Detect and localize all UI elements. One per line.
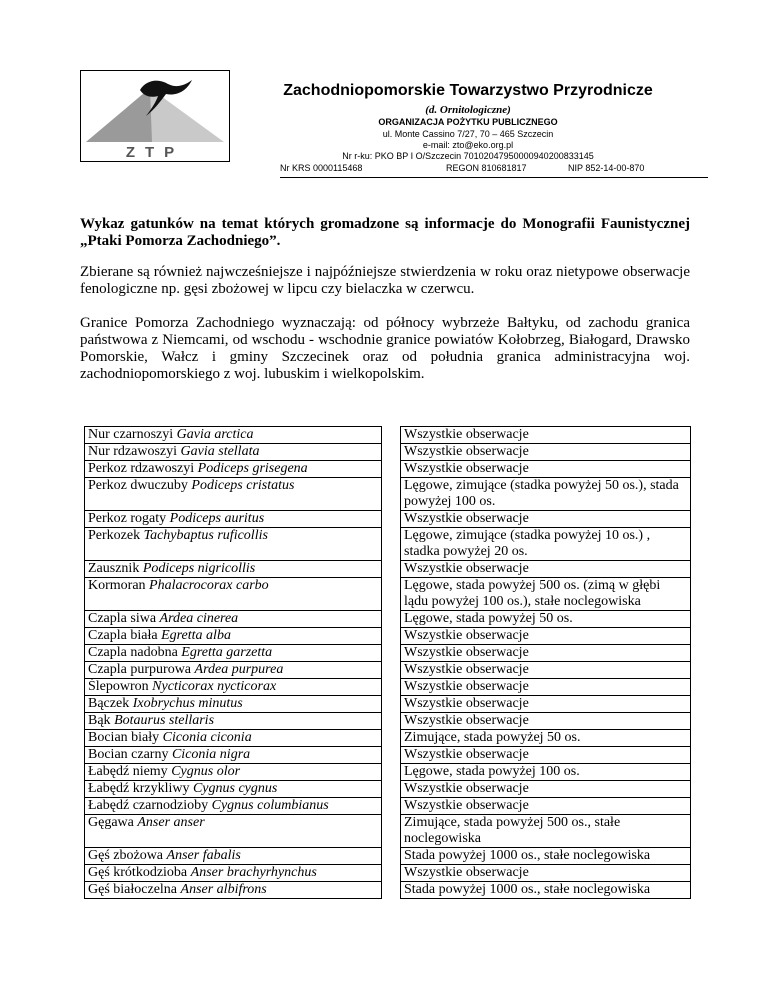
species-latin-name: Podiceps grisegena (197, 461, 308, 476)
column-gap (382, 628, 401, 645)
column-gap (382, 561, 401, 578)
table-row (85, 679, 691, 696)
species-common-name: Perkoz dwuczuby (88, 478, 188, 493)
species-common-name: Czapla nadobna (88, 645, 178, 660)
species-common-name: Nur rdzawoszyi (88, 444, 178, 459)
species-latin-name: Gavia arctica (176, 427, 254, 442)
species-name-cell (85, 865, 382, 882)
column-gap (382, 882, 401, 899)
org-krs: Nr KRS 0000115468 (280, 163, 363, 173)
species-latin-name: Ardea purpurea (194, 662, 284, 677)
table-row (85, 764, 691, 781)
document-heading: Wykaz gatunków na temat których gromadzone są informacje do Monografii Faunistycznej „Ptaki Pomorza Zachodniego”. (80, 216, 690, 249)
species-latin-name: Ardea cinerea (159, 611, 239, 626)
org-type: ORGANIZACJA POŻYTKU PUBLICZNEGO (378, 117, 558, 127)
species-latin-name: Cygnus olor (171, 764, 241, 779)
table-row (85, 747, 691, 764)
column-gap (382, 461, 401, 478)
table-row (85, 645, 691, 662)
species-name-cell (85, 662, 382, 679)
column-gap (382, 662, 401, 679)
species-latin-name: Ixobrychus minutus (132, 696, 243, 711)
species-note-cell: Wszystkie obserwacje (401, 781, 691, 798)
table-row (85, 696, 691, 713)
column-gap (382, 611, 401, 628)
species-note-cell: Lęgowe, stada powyżej 100 os. (401, 764, 691, 781)
column-gap (382, 427, 401, 444)
species-note-cell: Wszystkie obserwacje (401, 713, 691, 730)
letterhead (80, 70, 705, 173)
species-note-cell: Wszystkie obserwacje (401, 696, 691, 713)
species-name-cell (85, 747, 382, 764)
org-former-name: (d. Ornitologiczne) (425, 104, 511, 116)
species-common-name: Ślepowron (88, 679, 149, 694)
column-gap (382, 528, 401, 561)
species-latin-name: Egretta garzetta (181, 645, 273, 660)
species-name-cell (85, 798, 382, 815)
species-note-cell: Wszystkie obserwacje (401, 444, 691, 461)
species-name-cell (85, 511, 382, 528)
species-name-cell (85, 848, 382, 865)
table-row (85, 882, 691, 899)
table-row (85, 427, 691, 444)
table-row (85, 461, 691, 478)
species-note-cell: Zimujące, stada powyżej 500 os., stałe noclegowiska (401, 815, 691, 848)
logo-text: ZTP (125, 144, 185, 161)
column-gap (382, 781, 401, 798)
table-row (85, 848, 691, 865)
species-latin-name: Egretta alba (161, 628, 231, 643)
species-name-cell (85, 815, 382, 848)
species-note-cell: Lęgowe, zimujące (stadka powyżej 50 os.), stada powyżej 100 os. (401, 478, 691, 511)
species-name-cell (85, 427, 382, 444)
species-latin-name: Ciconia ciconia (162, 730, 252, 745)
species-common-name: Nur czarnoszyi (88, 427, 174, 442)
species-name-cell (85, 561, 382, 578)
species-common-name: Czapla siwa (88, 611, 157, 626)
species-common-name: Łabędź krzykliwy (88, 781, 190, 796)
table-row (85, 578, 691, 611)
species-name-cell (85, 611, 382, 628)
header-rule (280, 177, 708, 178)
species-common-name: Gęś zbożowa (88, 848, 164, 863)
species-common-name: Bąk (88, 713, 111, 728)
species-note-cell: Wszystkie obserwacje (401, 865, 691, 882)
species-latin-name: Phalacrocorax carbo (149, 578, 269, 593)
column-gap (382, 444, 401, 461)
species-name-cell (85, 882, 382, 899)
column-gap (382, 679, 401, 696)
org-nip: NIP 852-14-00-870 (568, 163, 645, 173)
table-row (85, 611, 691, 628)
column-gap (382, 815, 401, 848)
species-latin-name: Anser fabalis (166, 848, 241, 863)
species-latin-name: Cygnus columbianus (211, 798, 329, 813)
org-regon: REGON 810681817 (446, 163, 527, 173)
ztp-logo (80, 70, 230, 162)
species-note-cell: Lęgowe, stada powyżej 50 os. (401, 611, 691, 628)
paragraph-observations: Zbierane są również najwcześniejsze i najpóźniejsze stwierdzenia w roku oraz nietypowe obserwacje fenologiczne np. gęsi zbożowej w lipcu czy bielaczka w czerwcu. (80, 264, 690, 297)
species-name-cell (85, 444, 382, 461)
table-row (85, 444, 691, 461)
species-note-cell: Wszystkie obserwacje (401, 628, 691, 645)
species-latin-name: Ciconia nigra (171, 747, 251, 762)
species-common-name: Bocian czarny (88, 747, 169, 762)
column-gap (382, 478, 401, 511)
table-row (85, 865, 691, 882)
table-row (85, 628, 691, 645)
column-gap (382, 696, 401, 713)
species-note-cell: Lęgowe, zimujące (stadka powyżej 10 os.) , stadka powyżej 20 os. (401, 528, 691, 561)
table-row (85, 730, 691, 747)
species-note-cell: Zimujące, stada powyżej 50 os. (401, 730, 691, 747)
species-note-cell: Wszystkie obserwacje (401, 645, 691, 662)
column-gap (382, 730, 401, 747)
species-common-name: Zausznik (88, 561, 140, 576)
species-name-cell (85, 781, 382, 798)
table-row (85, 815, 691, 848)
species-name-cell (85, 478, 382, 511)
species-note-cell: Wszystkie obserwacje (401, 679, 691, 696)
column-gap (382, 747, 401, 764)
table-row (85, 528, 691, 561)
species-table (84, 426, 691, 899)
species-latin-name: Tachybaptus ruficollis (143, 528, 268, 543)
species-note-cell: Wszystkie obserwacje (401, 798, 691, 815)
org-address: ul. Monte Cassino 7/27, 70 – 465 Szczecin (382, 129, 554, 139)
species-common-name: Gęś białoczelna (88, 882, 178, 897)
species-name-cell (85, 645, 382, 662)
column-gap (382, 848, 401, 865)
column-gap (382, 645, 401, 662)
table-row (85, 713, 691, 730)
column-gap (382, 764, 401, 781)
species-latin-name: Anser albifrons (180, 882, 267, 897)
table-row (85, 662, 691, 679)
species-common-name: Łabędź niemy (88, 764, 168, 779)
species-note-cell: Wszystkie obserwacje (401, 427, 691, 444)
table-row (85, 781, 691, 798)
species-common-name: Gęgawa (88, 815, 134, 830)
table-row (85, 478, 691, 511)
species-name-cell (85, 528, 382, 561)
species-common-name: Bączek (88, 696, 130, 711)
species-common-name: Perkoz rdzawoszyi (88, 461, 195, 476)
species-latin-name: Nycticorax nycticorax (152, 679, 277, 694)
species-name-cell (85, 461, 382, 478)
species-common-name: Perkozek (88, 528, 141, 543)
species-common-name: Bocian biały (88, 730, 160, 745)
species-latin-name: Cygnus cygnus (192, 781, 278, 796)
table-row (85, 511, 691, 528)
species-common-name: Gęś krótkodzioba (88, 865, 188, 880)
species-note-cell: Stada powyżej 1000 os., stałe noclegowiska (401, 882, 691, 899)
species-latin-name: Gavia stellata (180, 444, 260, 459)
org-name: Zachodniopomorskie Towarzystwo Przyrodnicze (283, 82, 653, 99)
species-latin-name: Podiceps auritus (169, 511, 265, 526)
species-latin-name: Anser brachyrhynchus (190, 865, 317, 880)
species-common-name: Czapla purpurowa (88, 662, 192, 677)
table-row (85, 798, 691, 815)
species-common-name: Czapla biała (88, 628, 158, 643)
species-common-name: Łabędź czarnodzioby (88, 798, 209, 813)
species-note-cell: Wszystkie obserwacje (401, 511, 691, 528)
column-gap (382, 713, 401, 730)
column-gap (382, 798, 401, 815)
species-latin-name: Anser anser (137, 815, 205, 830)
species-note-cell: Wszystkie obserwacje (401, 561, 691, 578)
paragraph-borders: Granice Pomorza Zachodniego wyznaczają: od północy wybrzeże Bałtyku, od zachodu granica państwowa z Niemcami, od wschodu - wschodnie granice powiatów Kołobrzeg, Białogard, Drawsko Pomorskie, Wałcz i gminy Szczecinek oraz od południa granica administracyjna woj. zachodniopomorskiego z woj. lubuskim i wielkopolskim. (80, 315, 690, 382)
species-latin-name: Botaurus stellaris (114, 713, 215, 728)
org-email: e-mail: zto@eko.org.pl (422, 140, 514, 150)
species-note-cell: Wszystkie obserwacje (401, 747, 691, 764)
species-name-cell (85, 730, 382, 747)
species-common-name: Perkoz rogaty (88, 511, 167, 526)
species-latin-name: Podiceps cristatus (191, 478, 295, 493)
org-bank-account: Nr r-ku: PKO BP I O/Szczecin 70102047950000940200833145 (342, 151, 594, 161)
species-note-cell: Lęgowe, stada powyżej 500 os. (zimą w głębi lądu powyżej 100 os.), stałe noclegowiska (401, 578, 691, 611)
species-note-cell: Wszystkie obserwacje (401, 461, 691, 478)
species-note-cell: Wszystkie obserwacje (401, 662, 691, 679)
column-gap (382, 865, 401, 882)
species-name-cell (85, 679, 382, 696)
species-name-cell (85, 713, 382, 730)
species-name-cell (85, 764, 382, 781)
column-gap (382, 578, 401, 611)
column-gap (382, 511, 401, 528)
species-name-cell (85, 578, 382, 611)
table-row (85, 561, 691, 578)
species-name-cell (85, 696, 382, 713)
species-latin-name: Podiceps nigricollis (142, 561, 256, 576)
species-name-cell (85, 628, 382, 645)
species-note-cell: Stada powyżej 1000 os., stałe noclegowiska (401, 848, 691, 865)
species-common-name: Kormoran (88, 578, 146, 593)
